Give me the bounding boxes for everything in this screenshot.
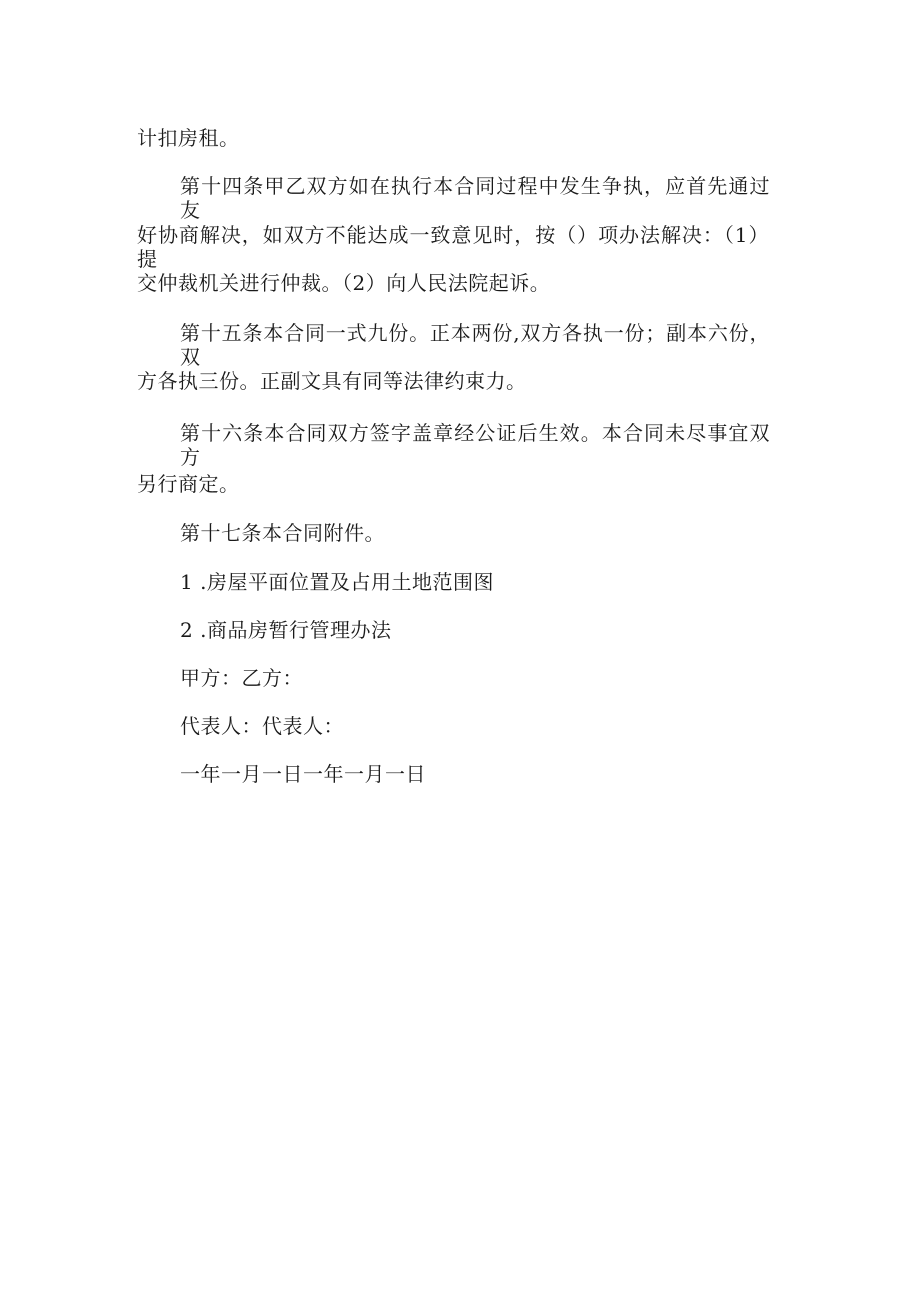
signature-party-line: 甲方：乙方： — [180, 666, 303, 690]
text-line: 第十七条本合同附件。 — [180, 521, 385, 545]
text-line: 第十五条本合同一式九份。正本两份,双方各执一份；副本六份，双 — [180, 321, 770, 369]
signature-representative-line: 代表人：代表人： — [180, 714, 344, 738]
text-line: 计扣房租。 — [137, 126, 240, 150]
text-line: 另行商定。 — [137, 472, 240, 496]
list-item: 2 .商品房暂行管理办法 — [180, 618, 392, 642]
list-item: 1 .房屋平面位置及占用土地范围图 — [180, 570, 494, 594]
signature-date-line: 一年一月一日一年一月一日 — [180, 762, 426, 786]
text-line: 方各执三份。正副文具有同等法律约束力。 — [137, 369, 527, 393]
text-line: 第十六条本合同双方签字盖章经公证后生效。本合同未尽事宜双方 — [180, 421, 770, 469]
text-line: 好协商解决，如双方不能达成一致意见时，按（）项办法解决：（1）提 — [137, 223, 769, 271]
text-line: 第十四条甲乙双方如在执行本合同过程中发生争执，应首先通过友 — [180, 174, 770, 222]
text-line: 交仲裁机关进行仲裁。（2）向人民法院起诉。 — [137, 271, 551, 295]
